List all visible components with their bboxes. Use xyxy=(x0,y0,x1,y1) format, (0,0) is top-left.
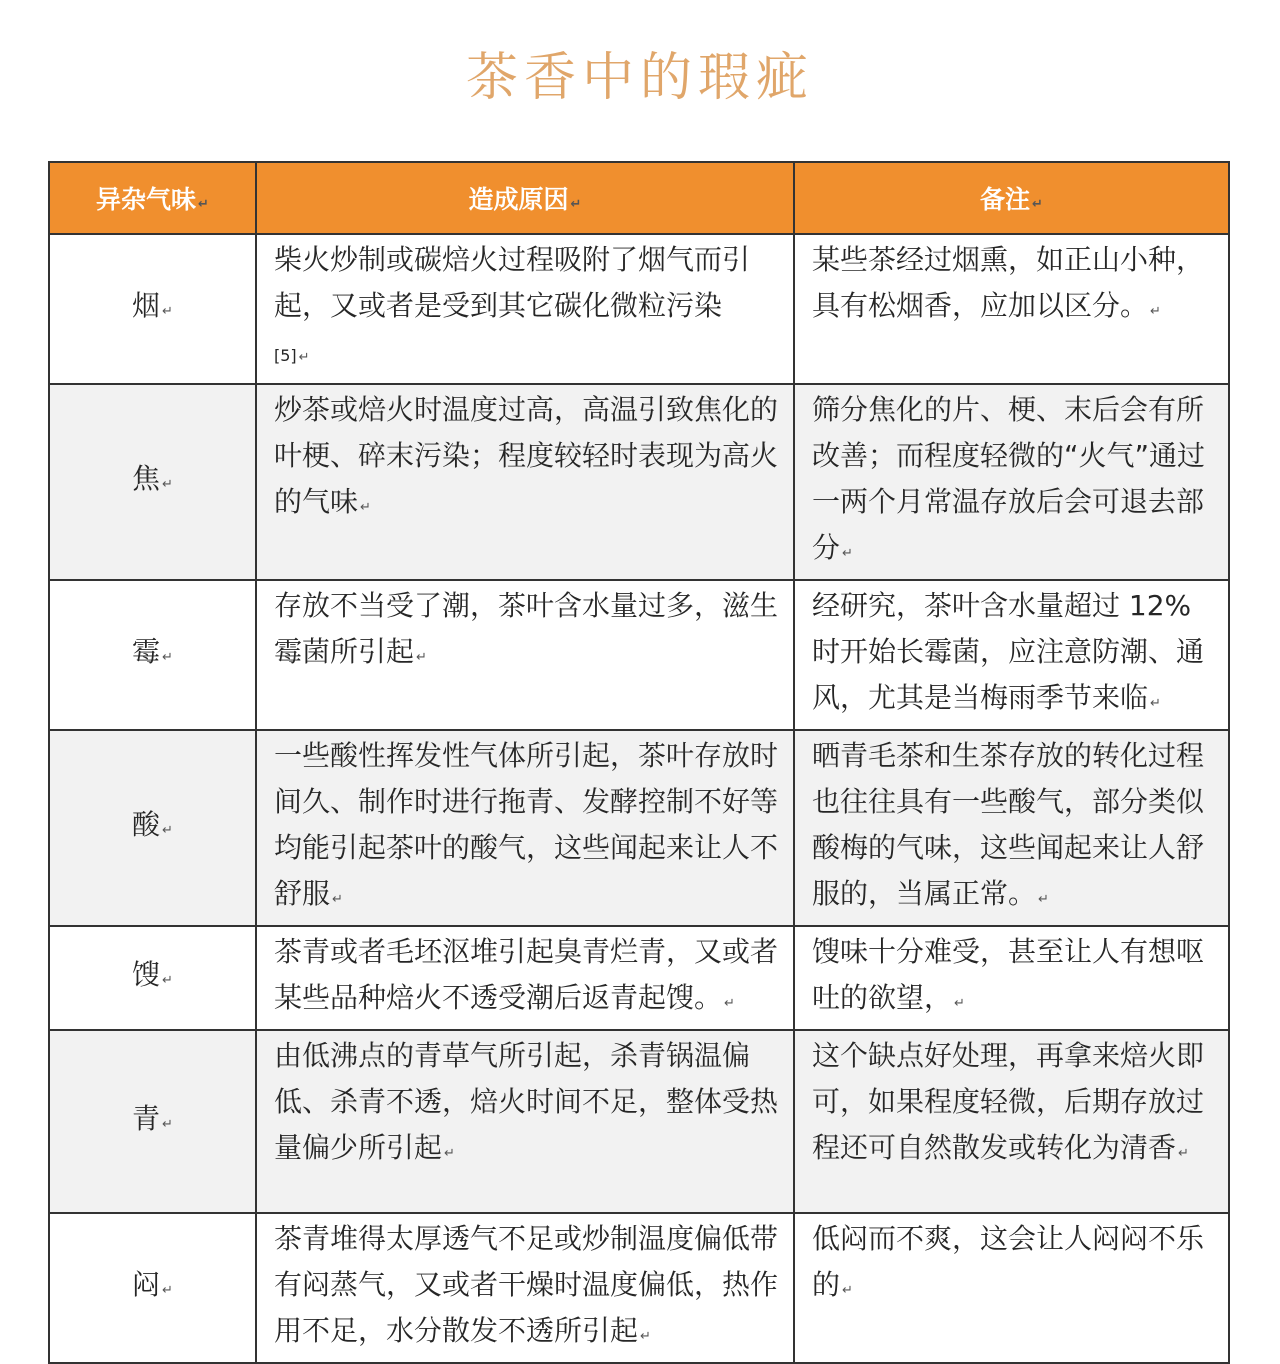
cause-cell: 柴火炒制或碳焙火过程吸附了烟气而引起，又或者是受到其它碳化微粒污染 [5] ↵ xyxy=(256,234,794,384)
cause-cell: 一些酸性挥发性气体所引起，茶叶存放时间久、制作时进行拖青、发酵控制不好等均能引起茶叶的酸气，这些闻起来让人不舒服 ↵ xyxy=(256,730,794,926)
note-cell: 这个缺点好处理，再拿来焙火即可，如果程度轻微，后期存放过程还可自然散发或转化为清香 ↵ xyxy=(794,1030,1229,1213)
page-title: 茶香中的瑕疵 xyxy=(465,48,814,108)
note-cell: 低闷而不爽，这会让人闷闷不乐的 ↵ xyxy=(794,1213,1229,1363)
table-row xyxy=(49,1213,1229,1363)
odor-cell: 青 ↵ xyxy=(49,1030,256,1213)
citation-ref: [5] xyxy=(274,346,297,365)
table-row xyxy=(49,730,1229,926)
note-cell: 某些茶经过烟熏，如正山小种，具有松烟香，应加以区分。 ↵ xyxy=(794,234,1229,384)
odor-cell: 闷 ↵ xyxy=(49,1213,256,1363)
table-row xyxy=(49,1030,1229,1213)
header-cause: 造成原因 ↵ xyxy=(256,162,794,234)
table-row xyxy=(49,234,1229,384)
note-cell: 经研究，茶叶含水量超过 12%时开始长霉菌，应注意防潮、通风，尤其是当梅雨季节来临 ↵ xyxy=(794,580,1229,730)
table-row xyxy=(49,384,1229,580)
flaw-table xyxy=(48,161,1230,1364)
cause-cell: 炒茶或焙火时温度过高，高温引致焦化的叶梗、碎末污染；程度较轻时表现为高火的气味 ↵ xyxy=(256,384,794,580)
odor-cell: 焦 ↵ xyxy=(49,384,256,580)
cause-cell: 由低沸点的青草气所引起，杀青锅温偏低、杀青不透，焙火时间不足，整体受热量偏少所引起 ↵ xyxy=(256,1030,794,1213)
table-header-row xyxy=(49,162,1229,234)
cause-cell: 存放不当受了潮，茶叶含水量过多，滋生霉菌所引起 ↵ xyxy=(256,580,794,730)
table-row xyxy=(49,580,1229,730)
table-row xyxy=(49,926,1229,1030)
header-note: 备注 ↵ xyxy=(794,162,1229,234)
header-odor: 异杂气味 ↵ xyxy=(49,162,256,234)
cause-cell: 茶青或者毛坯沤堆引起臭青烂青，又或者某些品种焙火不透受潮后返青起馊。 ↵ xyxy=(256,926,794,1030)
note-cell: 筛分焦化的片、梗、末后会有所改善；而程度轻微的“火气”通过一两个月常温存放后会可退去部分 ↵ xyxy=(794,384,1229,580)
odor-cell: 霉 ↵ xyxy=(49,580,256,730)
note-cell: 馊味十分难受，甚至让人有想呕吐的欲望， ↵ xyxy=(794,926,1229,1030)
odor-cell: 酸 ↵ xyxy=(49,730,256,926)
note-cell: 晒青毛茶和生茶存放的转化过程也往往具有一些酸气，部分类似酸梅的气味，这些闻起来让人舒服的，当属正常。 ↵ xyxy=(794,730,1229,926)
cause-cell: 茶青堆得太厚透气不足或炒制温度偏低带有闷蒸气，又或者干燥时温度偏低，热作用不足，水分散发不透所引起 ↵ xyxy=(256,1213,794,1363)
odor-cell: 烟 ↵ xyxy=(49,234,256,384)
odor-cell: 馊 ↵ xyxy=(49,926,256,1030)
